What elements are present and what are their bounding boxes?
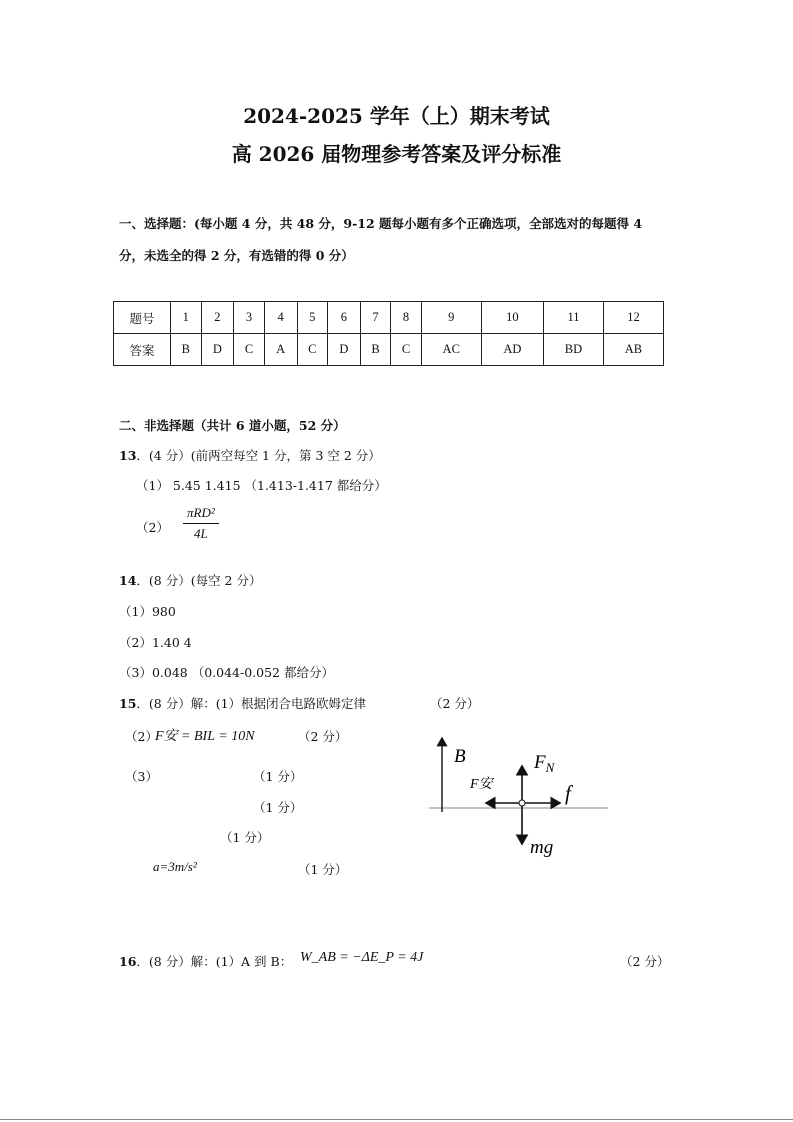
q13-fraction-denominator: 4L bbox=[194, 526, 208, 541]
q15-score6: （1 分） bbox=[298, 862, 348, 877]
q15-line2-label: （2） bbox=[125, 729, 158, 744]
object-point bbox=[519, 800, 525, 806]
answer-cell: BD bbox=[543, 334, 603, 366]
part2-heading: 二、非选择题（共计 6 道小题，52 分） bbox=[119, 418, 346, 433]
page-title-line2: 高 2026 届物理参考答案及评分标准 bbox=[231, 142, 562, 166]
q15-header-text: ．(8 分）解：(1）根据闭合电路欧姆定律 bbox=[136, 696, 367, 711]
q16-header bbox=[119, 952, 292, 970]
force-diagram bbox=[420, 728, 620, 863]
q15-line3-label: （3） bbox=[125, 769, 158, 784]
question-cell: 10 bbox=[481, 302, 543, 334]
question-cell: 7 bbox=[360, 302, 391, 334]
part1-heading-line1: 一、选择题：(每小题 4 分，共 48 分，9-12 题每小题有多个正确选项，全部选对的每题得 4 bbox=[119, 216, 643, 231]
answer-cell: C bbox=[297, 334, 328, 366]
q15-score3: （1 分） bbox=[253, 769, 303, 784]
answer-cell: AC bbox=[421, 334, 481, 366]
question-cell: 8 bbox=[391, 302, 422, 334]
question-cell: 9 bbox=[421, 302, 481, 334]
question-cell: 2 bbox=[201, 302, 234, 334]
q15-score5: （1 分） bbox=[220, 830, 270, 845]
q13-number: 13 bbox=[119, 448, 137, 463]
q16-number: 16 bbox=[119, 954, 137, 969]
question-cell: 4 bbox=[264, 302, 297, 334]
answer-cell: C bbox=[391, 334, 422, 366]
answer-cell: B bbox=[171, 334, 202, 366]
q13-fraction-numerator: πRD² bbox=[183, 505, 219, 524]
q15-score1: （2 分） bbox=[430, 696, 480, 711]
row-label-question: 题号 bbox=[114, 302, 171, 334]
question-cell: 11 bbox=[543, 302, 603, 334]
q15-force-equation: F安 = BIL = 10N bbox=[155, 729, 255, 744]
answer-cell: AB bbox=[603, 334, 663, 366]
answer-cell: D bbox=[328, 334, 361, 366]
q16-score: （2 分） bbox=[620, 954, 670, 969]
label-mg: mg bbox=[530, 837, 554, 858]
question-cell: 6 bbox=[328, 302, 361, 334]
q13-header bbox=[119, 446, 381, 464]
question-cell: 5 bbox=[297, 302, 328, 334]
q13-line1: （1） 5.45 1.415 （1.413-1.417 都给分） bbox=[136, 478, 387, 493]
q15-score4: （1 分） bbox=[253, 800, 303, 815]
row-label-answer: 答案 bbox=[114, 334, 171, 366]
q15-acceleration: a=3m/s² bbox=[153, 859, 197, 874]
answer-cell: C bbox=[234, 334, 265, 366]
answer-row bbox=[114, 334, 664, 366]
q14-header-text: ．(8 分）(每空 2 分） bbox=[136, 573, 262, 588]
answer-table bbox=[113, 301, 664, 366]
q14-line2: （2）1.40 4 bbox=[119, 635, 192, 650]
answer-cell: D bbox=[201, 334, 234, 366]
answer-cell: B bbox=[360, 334, 391, 366]
question-cell: 12 bbox=[603, 302, 663, 334]
page-title-line1: 2024-2025 学年（上）期末考试 bbox=[243, 104, 550, 128]
q13-fraction bbox=[183, 505, 219, 542]
label-f: f bbox=[565, 781, 571, 805]
q16-work-equation: W_AB = −ΔE_P = 4J bbox=[300, 950, 424, 965]
question-cell: 3 bbox=[234, 302, 265, 334]
question-cell: 1 bbox=[171, 302, 202, 334]
question-row bbox=[114, 302, 664, 334]
bottom-divider bbox=[0, 1119, 793, 1120]
part1-heading-line2: 分，未选全的得 2 分，有选错的得 0 分） bbox=[119, 248, 354, 263]
q15-score2: （2 分） bbox=[298, 729, 348, 744]
answer-cell: AD bbox=[481, 334, 543, 366]
answer-cell: A bbox=[264, 334, 297, 366]
q15-header bbox=[119, 694, 366, 712]
q16-header-text: ．(8 分）解：(1）A 到 B： bbox=[136, 954, 293, 969]
q14-number: 14 bbox=[119, 573, 137, 588]
q13-line2-label: （2） bbox=[136, 520, 169, 535]
q14-line3: （3）0.048 （0.044-0.052 都给分） bbox=[119, 665, 334, 680]
q14-line1: （1）980 bbox=[119, 604, 176, 619]
q13-header-text: ．(4 分）(前两空每空 1 分，第 3 空 2 分） bbox=[136, 448, 381, 463]
label-FN: $F_N$ bbox=[534, 752, 555, 775]
q14-header bbox=[119, 571, 262, 589]
label-B: B bbox=[454, 746, 466, 767]
label-F-an: F安 bbox=[470, 777, 493, 792]
q15-number: 15 bbox=[119, 696, 137, 711]
